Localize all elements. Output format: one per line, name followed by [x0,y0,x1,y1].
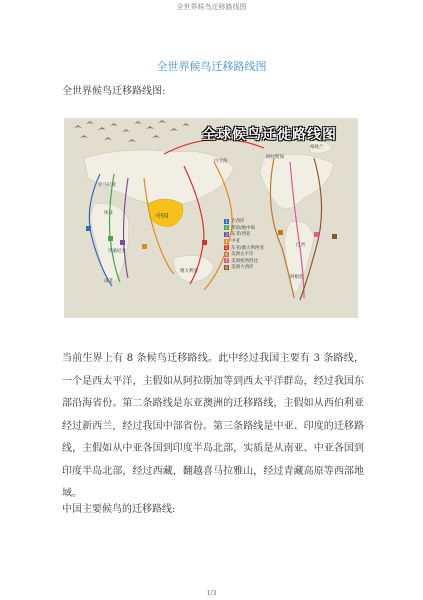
map-label: 澳大利亚 [180,269,198,274]
legend-item [224,244,286,251]
map-title: 全球候鸟迁徙路线图 [202,127,337,143]
map-label: 埃及 [104,211,113,216]
map-label: 巴西 [296,243,305,248]
map-label: 罗马尼亚 [98,183,116,188]
legend-item [224,225,286,232]
map-label: 格陵兰 [310,145,324,150]
map-label: 南非 [104,279,113,284]
legend-label: 大西洋 [231,219,245,225]
body-paragraph: 当前生界上有 8 条候鸟迁移路线。此中经过我国主要有 3 条路线，一个是西太平洋，主假如从阿拉斯加等到西太平洋群岛，经过我国东部沿海省份。第二条路线是东亚澳洲的迁移路线，主假如从西伯利亚经过新西兰，经过我国中部省份。第三条路线是中亚、印度的迁移路线，主假如从中亚各国到印度半岛北部，实质是从南亚、中亚各国到印度半岛北部，经过西藏，翻越喜马拉雅山，经过青藏高原等西部地域。 [62,353,364,499]
migration-map-figure [64,118,358,318]
intro-text: 全世界候鸟迁移路线图: [62,86,166,97]
legend-number: 5 [225,245,228,251]
map-legend [224,218,286,271]
legend-label: 美洲太平洋 [231,252,254,258]
legend-number: 1 [225,218,228,224]
document-title: 全世界候鸟迁移路线图 [156,60,267,73]
legend-item [224,238,286,245]
legend-number: 3 [225,231,228,237]
legend-number: 8 [225,264,228,270]
page-number: 1/3 [206,590,217,597]
legend-label: 美洲密西西比 [231,258,258,264]
legend-item [224,218,286,225]
legend-number: 2 [225,225,228,231]
legend-number: 6 [225,251,228,257]
legend-number: 7 [225,258,228,264]
map-label: 白令海 [214,159,228,164]
map-label-china: 中国 [156,213,169,220]
legend-item [224,251,286,258]
legend-item [224,231,286,238]
map-label: 阿拉斯加 [266,155,284,160]
map-label: 阿根廷 [290,275,304,280]
legend-label: 东亚/澳大利西亚 [231,245,265,251]
legend-label: 美洲大西洋 [231,265,254,271]
legend-label: 东非/西亚 [231,232,251,238]
running-header: 全世界候鸟迁移路线图 [176,3,247,11]
legend-number: 4 [225,238,228,244]
section-subheading: 中国主要候鸟的迁移路线: [62,504,176,515]
map-label: 坦桑尼亚 [108,249,126,254]
legend-item [224,258,286,265]
legend-item [224,264,286,271]
legend-label: 中亚 [231,239,240,245]
legend-label: 黑海/地中海 [231,225,256,231]
